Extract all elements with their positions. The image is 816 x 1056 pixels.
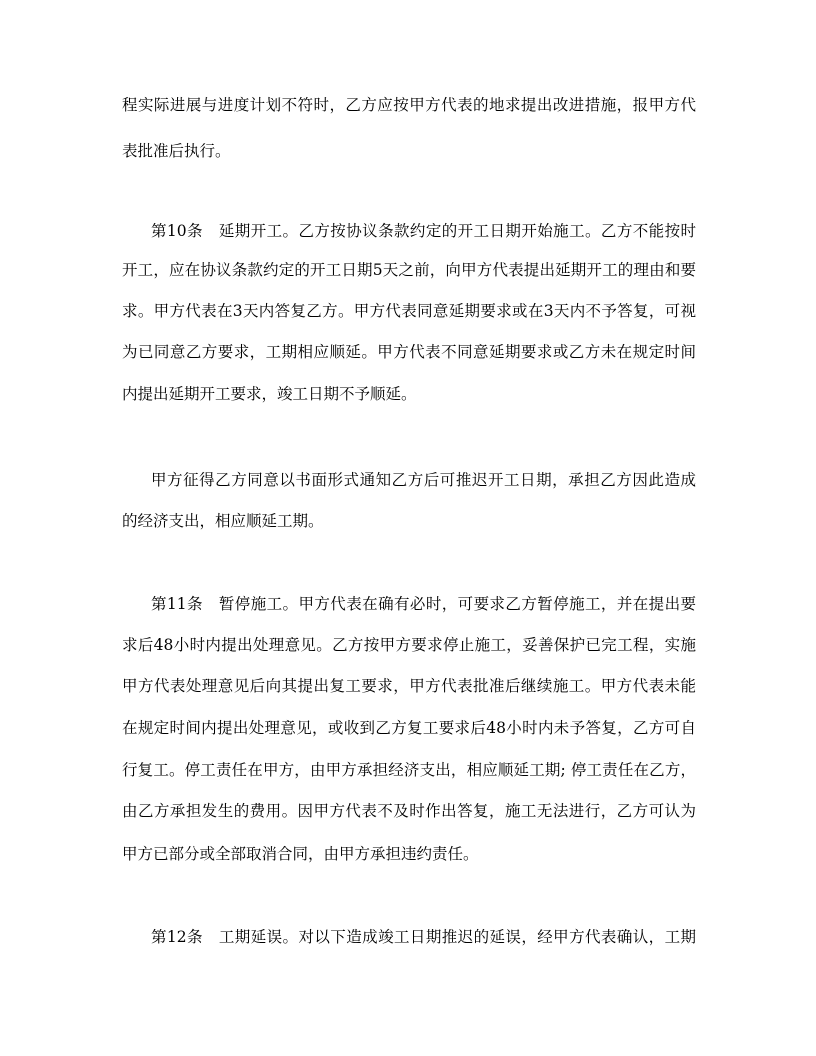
text-line: 甲方征得乙方同意以书面形式通知乙方后可推迟开工日期，承担乙方因此造成 bbox=[151, 471, 696, 489]
article-10-heading-line: 第10条 延期开工。乙方按协议条款约定的开工日期开始施工。乙方不能按时 bbox=[151, 222, 696, 240]
article-12-heading-line: 第12条 工期延误。对以下造成竣工日期推迟的延误，经甲方代表确认，工期 bbox=[151, 928, 696, 946]
article-11-heading-line: 第11条 暂停施工。甲方代表在确有必时，可要求乙方暂停施工，并在提出要 bbox=[151, 595, 696, 613]
text-line: 表批准后执行。 bbox=[122, 142, 231, 160]
text-line: 开工，应在协议条款约定的开工日期5天之前，向甲方代表提出延期开工的理由和要 bbox=[122, 261, 696, 279]
text-line: 程实际进展与进度计划不符时，乙方应按甲方代表的地求提出改进措施，报甲方代 bbox=[122, 96, 696, 114]
text-line: 的经济支出，相应顺延工期。 bbox=[122, 512, 324, 530]
text-line: 由乙方承担发生的费用。因甲方代表不及时作出答复，施工无法进行，乙方可认为 bbox=[122, 802, 696, 820]
text-line: 甲方代表处理意见后向其提出复工要求，甲方代表批准后继续施工。甲方代表未能 bbox=[122, 677, 696, 695]
text-line: 行复工。停工责任在甲方，由甲方承担经济支出，相应顺延工期; 停工责任在乙方， bbox=[122, 761, 696, 779]
text-line: 在规定时间内提出处理意见，或收到乙方复工要求后48小时内未予答复，乙方可自 bbox=[122, 719, 696, 737]
text-line: 求。甲方代表在3天内答复乙方。甲方代表同意延期要求或在3天内不予答复，可视 bbox=[122, 302, 696, 320]
text-line: 内提出延期开工要求，竣工日期不予顺延。 bbox=[122, 385, 417, 403]
text-line: 为已同意乙方要求，工期相应顺延。甲方代表不同意延期要求或乙方未在规定时间 bbox=[122, 343, 696, 361]
text-line: 甲方已部分或全部取消合同，由甲方承担违约责任。 bbox=[122, 845, 479, 863]
text-line: 求后48小时内提出处理意见。乙方按甲方要求停止施工，妥善保护已完工程，实施 bbox=[122, 636, 696, 654]
